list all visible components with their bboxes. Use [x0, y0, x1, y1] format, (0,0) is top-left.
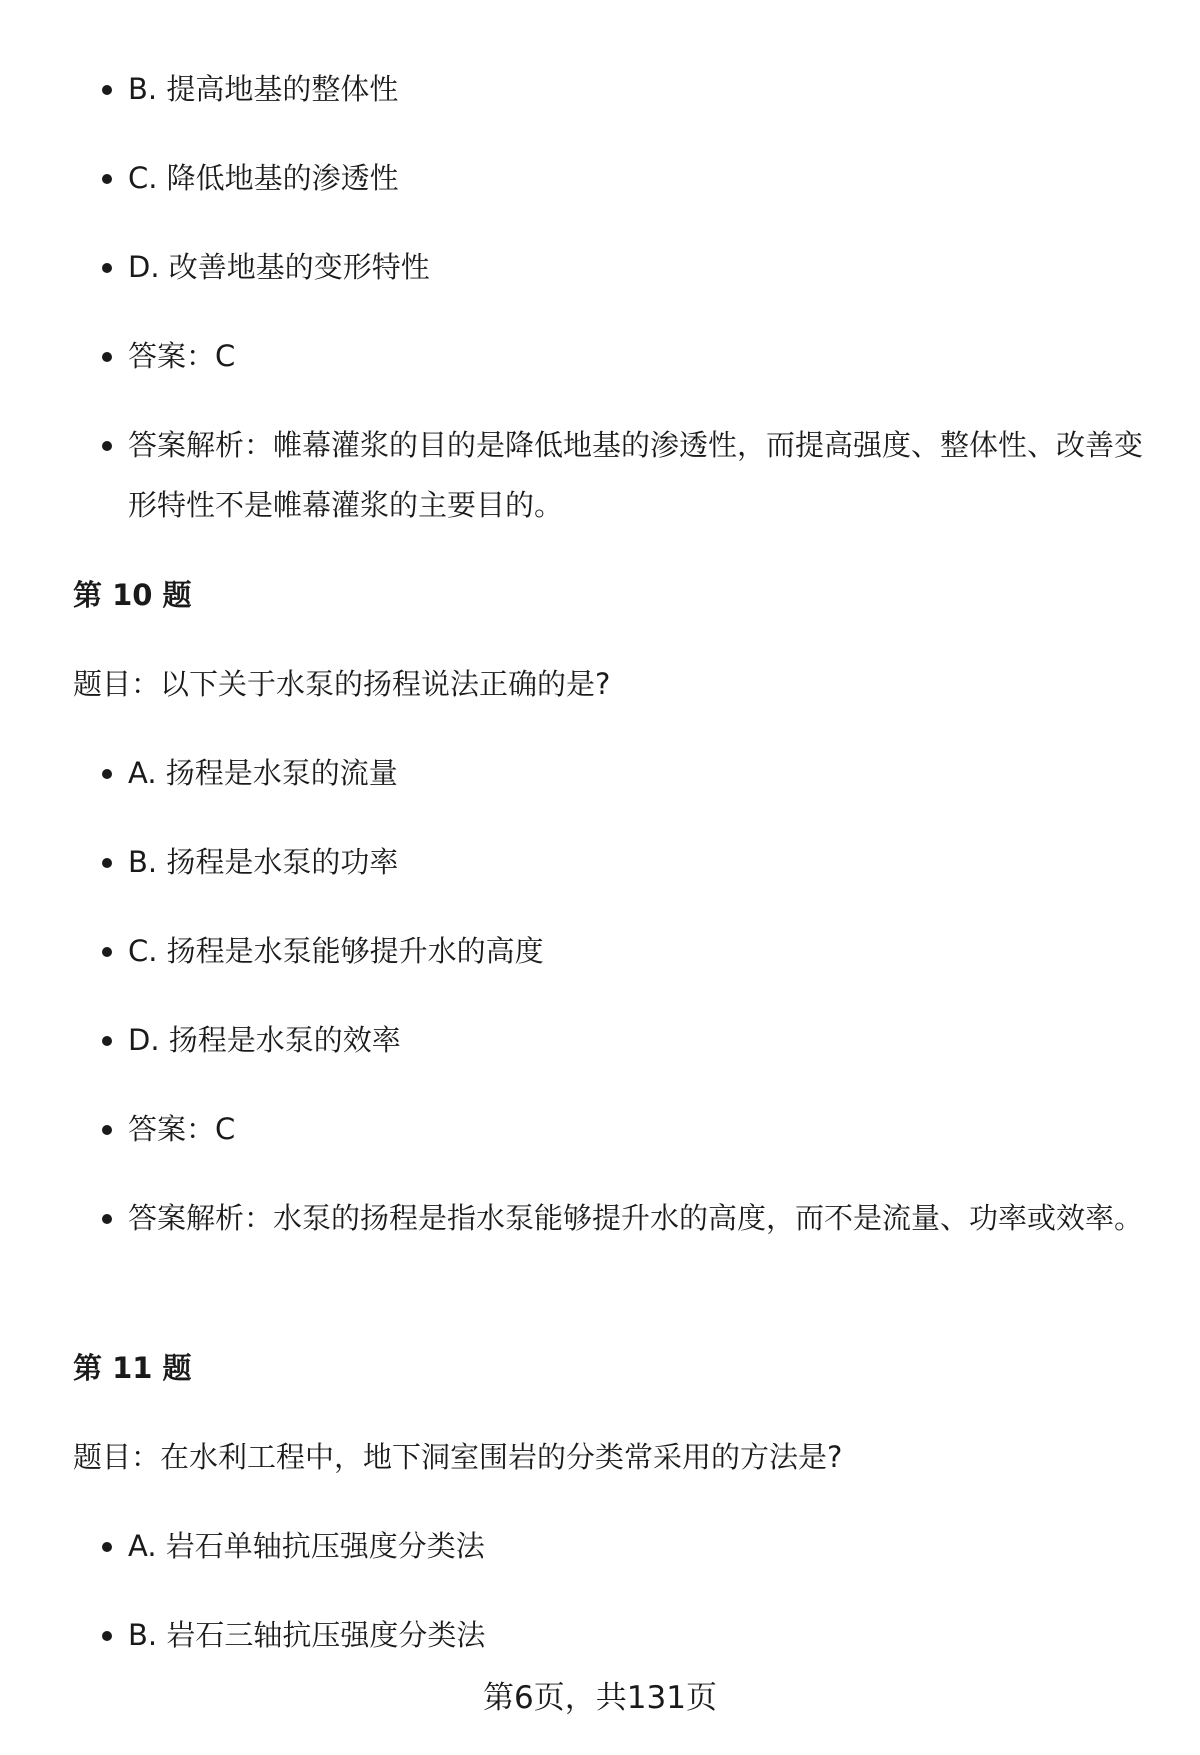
q10-option-d: D. 扬程是水泵的效率 [128, 1010, 1148, 1070]
q10-answer: 答案：C [128, 1099, 1148, 1159]
q10-option-c: C. 扬程是水泵能够提升水的高度 [128, 921, 1148, 981]
q9-option-b: B. 提高地基的整体性 [128, 59, 1148, 119]
q11-heading: 第 11 题 [73, 1351, 192, 1385]
q9-explanation: 答案解析：帷幕灌浆的目的是降低地基的渗透性，而提高强度、整体性、改善变形特性不是帷幕灌浆的主要目的。 [128, 415, 1148, 535]
q9-option-c: C. 降低地基的渗透性 [128, 148, 1148, 208]
q9-answer: 答案：C [128, 326, 1148, 386]
q11-option-a: A. 岩石单轴抗压强度分类法 [128, 1516, 1148, 1576]
q10-explanation: 答案解析：水泵的扬程是指水泵能够提升水的高度，而不是流量、功率或效率。 [128, 1188, 1148, 1248]
q10-heading: 第 10 题 [73, 578, 192, 612]
q11-question: 题目：在水利工程中，地下洞室围岩的分类常采用的方法是? [73, 1440, 843, 1474]
q9-option-d: D. 改善地基的变形特性 [128, 237, 1148, 297]
q10-option-a: A. 扬程是水泵的流量 [128, 743, 1148, 803]
q11-option-b: B. 岩石三轴抗压强度分类法 [128, 1605, 1148, 1665]
q10-question: 题目：以下关于水泵的扬程说法正确的是? [73, 667, 611, 701]
q10-option-b: B. 扬程是水泵的功率 [128, 832, 1148, 892]
page-indicator: 第6页，共131页 [483, 1680, 717, 1716]
